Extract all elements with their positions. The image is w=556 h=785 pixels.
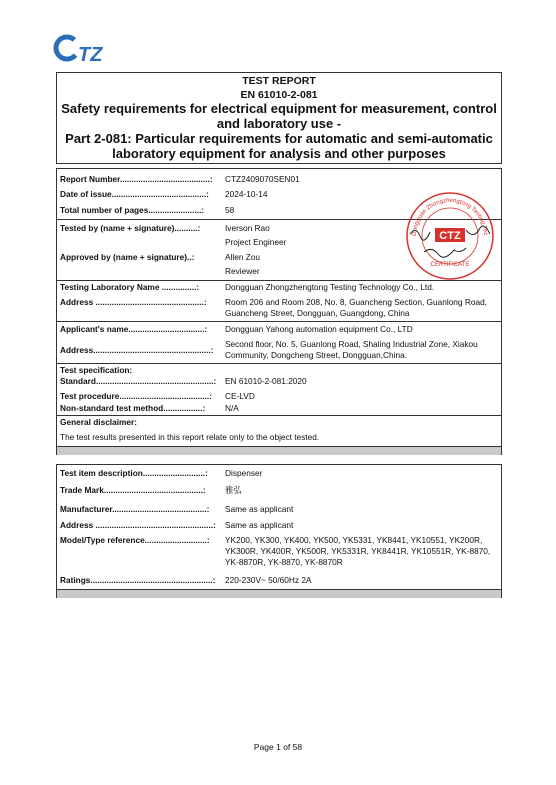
lab-address-label: Address ...............................................:: [60, 297, 207, 307]
disclaimer-text: The test results presented in this report relate only to the object tested.: [60, 432, 320, 442]
item-address-label: Address ...................................................:: [60, 520, 216, 530]
ctz-logo: [52, 30, 108, 68]
model-label: Model/Type reference...........................:: [60, 535, 210, 545]
date-of-issue-value: 2024-10-14: [225, 189, 268, 199]
divider: [57, 415, 501, 416]
stamp-arc-text: Dongguan Zhongzhengtong Testing Tec: [411, 197, 489, 237]
report-standard: EN 61010-2-081: [240, 89, 318, 101]
item-description-label: Test item description...........................:: [60, 468, 208, 478]
lab-address-value: Room 206 and Room 208, No. 8, Guancheng Section, Guanlong Road, Guancheng Street, Dongguan, Guangdong, China: [225, 297, 487, 318]
svg-text:TZ: TZ: [78, 44, 103, 66]
stamp-bottom-text: CERTIFICATE: [430, 262, 470, 268]
standard-title-line-3: Part 2-081: Particular requirements for automatic and semi-automatic: [65, 131, 493, 146]
gray-bar: [56, 590, 502, 598]
approved-by-name: Allen Zou: [225, 252, 261, 262]
gray-bar: [56, 447, 502, 455]
trade-mark-value: 雅弘: [225, 485, 242, 495]
standard-value: EN 61010-2-081:2020: [225, 376, 307, 386]
model-value: YK200, YK300, YK400, YK500, YK5331, YK8441, YK10551, YK200R, YK300R, YK400R, YK500R, YK5331R, YK8441R, YK10551R, YK-8870, YK-8870R, YK-8870, YK-8870R: [225, 535, 491, 567]
approved-by-role: Reviewer: [225, 266, 260, 276]
approved-by-label: Approved by (name + signature)..:: [60, 252, 195, 262]
applicant-name-value: Dongguan Yahong automation equipment Co., LTD: [225, 324, 413, 334]
standard-title-line-4: laboratory equipment for analysis and other purposes: [112, 146, 446, 161]
test-spec-label: Test specification:: [60, 365, 133, 375]
report-title: TEST REPORT: [242, 75, 316, 87]
standard-title-line-1: Safety requirements for electrical equipment for measurement, control: [61, 101, 497, 116]
ratings-value: 220-230V~ 50/60Hz 2A: [225, 575, 312, 585]
standard-label: Standard...................................................:: [60, 376, 217, 386]
test-item-table: [56, 464, 502, 590]
test-procedure-label: Test procedure.......................................:: [60, 391, 212, 401]
lab-name-label: Testing Laboratory Name ...............:: [60, 282, 200, 292]
manufacturer-value: Same as applicant: [225, 504, 294, 514]
non-standard-label: Non-standard test method.................:: [60, 403, 206, 413]
date-of-issue-label: Date of issue.........................................:: [60, 189, 209, 199]
report-header: [56, 72, 502, 164]
total-pages-value: 58: [225, 205, 235, 215]
divider: [57, 363, 501, 364]
stamp-center-text: CTZ: [439, 230, 461, 242]
item-address-value: Same as applicant: [225, 520, 294, 530]
tested-by-label: Tested by (name + signature)..........:: [60, 223, 201, 233]
standard-title-line-2: and laboratory use -: [216, 116, 342, 131]
applicant-address-label: Address...................................................:: [60, 345, 214, 355]
item-description-value: Dispenser: [225, 468, 263, 478]
applicant-address-value: Second floor, No. 5, Guanlong Road, Shaling Industrial Zone, Xiakou Community, Dongcheng Street, Dongguan,China.: [225, 339, 478, 360]
report-number-label: Report Number.......................................:: [60, 174, 213, 184]
certification-stamp: [404, 190, 496, 282]
applicant-name-label: Applicant's name.................................:: [60, 324, 208, 334]
total-pages-label: Total number of pages.......................:: [60, 205, 205, 215]
manufacturer-label: Manufacturer.........................................:: [60, 504, 210, 514]
non-standard-value: N/A: [225, 403, 239, 413]
tested-by-name: Iverson Rao: [225, 223, 270, 233]
page-number: Page 1 of 58: [253, 742, 303, 752]
tested-by-role: Project Engineer: [225, 237, 287, 247]
ratings-label: Ratings.....................................................:: [60, 575, 216, 585]
test-procedure-value: CE-LVD: [225, 391, 255, 401]
lab-name-value: Dongguan Zhongzhengtong Testing Technology Co., Ltd.: [225, 282, 435, 292]
trade-mark-label: Trade Mark...........................................:: [60, 485, 206, 495]
disclaimer-label: General disclaimer:: [60, 417, 138, 427]
report-number-value: CTZ2409070SEN01: [225, 174, 300, 184]
divider: [57, 321, 501, 322]
